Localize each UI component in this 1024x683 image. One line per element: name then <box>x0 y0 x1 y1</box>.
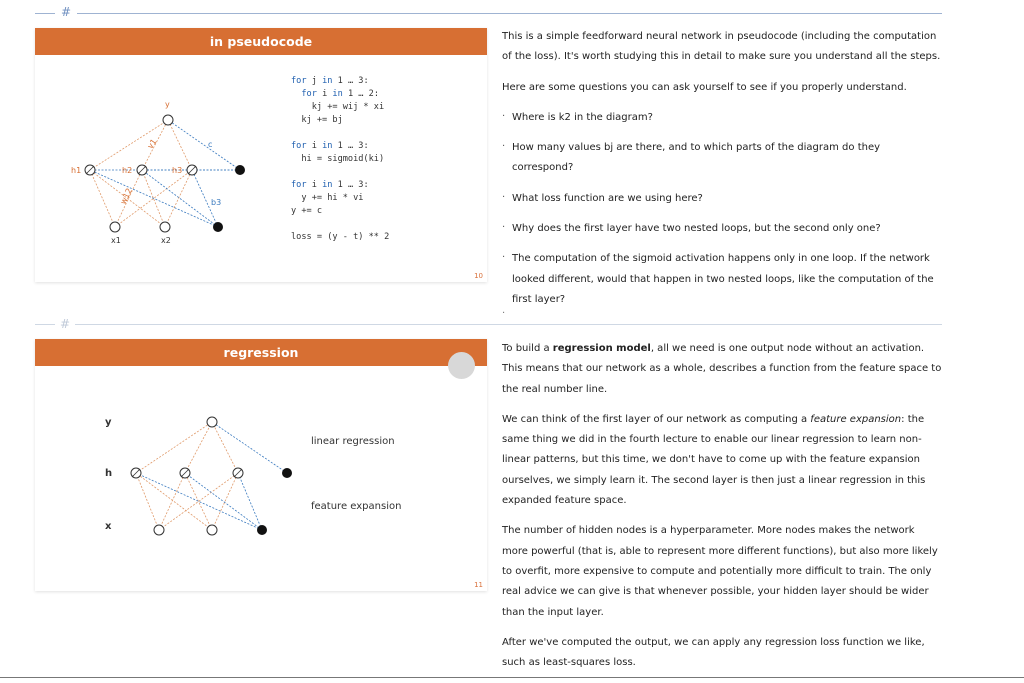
question-item: · What loss function are we using here? <box>502 189 942 209</box>
label-v1: v1 <box>145 137 159 151</box>
notes-intro: This is a simple feedforward neural network in pseudocode (including the computation of the loss). It's worth studying this in detail to make sure you understand all the steps. <box>502 31 941 63</box>
input-node-x1 <box>110 222 120 232</box>
code-line: for i in 1 … 3: <box>291 141 369 151</box>
notes-paragraph: The number of hidden nodes is a hyperparameter. More nodes makes the network more powerful (that is, able to represent more different functions), but also more likely to overfit, more expensive to compute and potentially more difficult to train. The only real advice we can give is that whenever possible, your hidden layer should be wider than the input layer. <box>502 525 938 618</box>
code-line: for i in 1 … 2: <box>301 89 379 99</box>
section-anchor-hash[interactable]: # <box>55 5 77 19</box>
code-line: kj += wij * xi <box>291 102 385 112</box>
layer-label-h: h <box>105 468 113 479</box>
label-y: y <box>165 100 170 109</box>
label-h1: h1 <box>71 166 82 175</box>
notes-ask: Here are some questions you can ask yourself to see if you properly understand. <box>502 81 907 93</box>
notes-paragraph: To build a regression model, all we need is one output node without an activation. This means that our network as a whole, describes a function from the feature space to the real number line. <box>502 343 942 395</box>
regression-diagram <box>35 366 325 591</box>
label-x2: x2 <box>161 236 171 245</box>
slide-regression <box>35 339 487 591</box>
code-line: kj += bj <box>291 115 343 125</box>
code-spacer <box>291 127 389 140</box>
slide-title: regression <box>35 339 487 366</box>
code-line: loss = (y - t) ** 2 <box>291 232 390 242</box>
label-h2: h2 <box>122 166 133 175</box>
label-b3: b3 <box>211 198 222 207</box>
label-x1: x1 <box>111 236 121 245</box>
pseudocode-block <box>291 75 389 244</box>
network-diagram <box>35 55 285 280</box>
question-item: · Where is k2 in the diagram? <box>502 108 942 128</box>
input-node-x2 <box>160 222 170 232</box>
code-spacer <box>291 218 389 231</box>
code-line: y += c <box>291 206 323 216</box>
code-spacer <box>291 166 389 179</box>
label-h3: h3 <box>172 166 183 175</box>
separator-dot: . <box>502 305 506 316</box>
slide-pseudocode <box>35 28 487 282</box>
notes-paragraph: After we've computed the output, we can apply any regression loss function we like, such as least-squares loss. <box>502 636 925 669</box>
label-c: c <box>208 140 213 149</box>
notes-pseudocode <box>502 27 942 320</box>
notes-regression <box>502 339 942 683</box>
question-item: · The computation of the sigmoid activation happens only in one loop. If the network looked different, would that happen in two nested loops, like the computation of the first layer? <box>502 249 942 310</box>
slide-number: 11 <box>474 581 483 589</box>
middle-divider <box>35 324 942 325</box>
bias-node-b <box>213 222 223 232</box>
scroll-indicator[interactable] <box>448 352 475 379</box>
section-anchor-hash[interactable]: # <box>55 317 75 331</box>
code-line: for i in 1 … 3: <box>291 180 369 190</box>
label-linear-regression: linear regression <box>311 436 395 447</box>
layer-label-x: x <box>105 521 112 532</box>
bottom-divider <box>0 677 1024 678</box>
code-line: for j in 1 … 3: <box>291 76 369 86</box>
code-line: hi = sigmoid(ki) <box>291 154 385 164</box>
notes-paragraph: We can think of the first layer of our network as computing a feature expansion: the same thing we did in the fourth lecture to enable our linear regression to learn non-linear patterns, but this time, we don't have to come up with the feature expansion ourselves, we simply learn it. The second layer is then just a linear regression in this expanded feature space. <box>502 413 926 507</box>
code-line: y += hi * vi <box>291 193 364 203</box>
output-node-y <box>163 115 173 125</box>
label-w12: w12 <box>118 186 134 206</box>
layer-label-y: y <box>105 417 112 428</box>
bias-node-c <box>235 165 245 175</box>
top-divider <box>35 13 942 14</box>
slide-title: in pseudocode <box>35 28 487 55</box>
question-item: · Why does the first layer have two nested loops, but the second only one? <box>502 219 942 239</box>
slide-number: 10 <box>474 272 483 280</box>
question-item: · How many values bj are there, and to which parts of the diagram do they correspond? <box>502 138 942 179</box>
label-feature-expansion: feature expansion <box>311 501 402 512</box>
